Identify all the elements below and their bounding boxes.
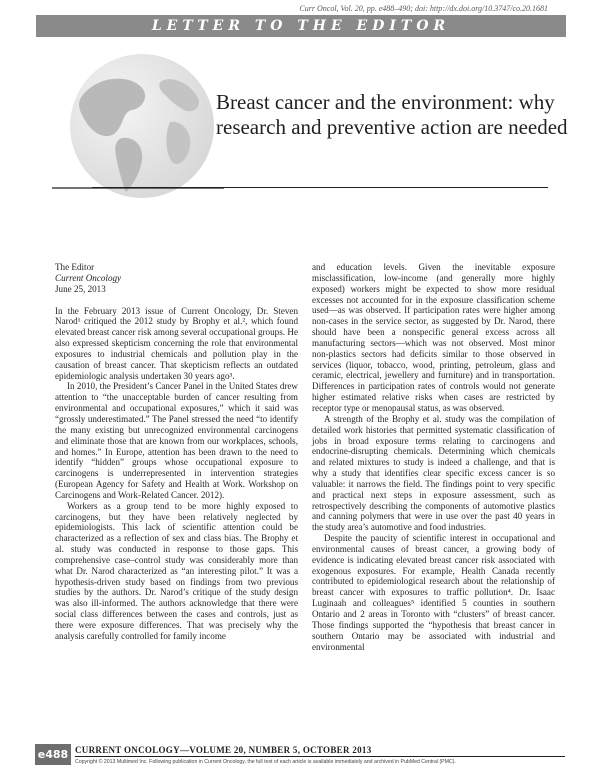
left-column — [55, 262, 298, 642]
paragraph: Workers as a group tend to be more highly exposed to carcinogens, but they have been relatively neglected by epidemiologists. This lack of scientific attention could be characterized as a reflection of sex and class bias. The Brophy et al. study was conducted in response to those gaps. This comprehensive case–control study was considerably more than what Dr. Narod characterized as “an interesting pilot.” It was a hypothesis-driven study based on findings from two previous studies by the authors. Dr. Narod’s critique of the study design was also ill-informed. The authors acknowledge that there were social class differences between the cases and controls, just as there were exposure differences. That was precisely why the analysis carefully controlled for family income — [55, 500, 298, 641]
footer-rule — [75, 756, 565, 757]
page-number: e488 — [35, 744, 71, 765]
globe-icon — [52, 36, 232, 216]
journal-line: CURRENT ONCOLOGY—VOLUME 20, NUMBER 5, OCTOBER 2013 — [75, 745, 372, 755]
address-block — [55, 262, 298, 295]
address-date: June 25, 2013 — [55, 283, 106, 294]
paragraph: A strength of the Brophy et al. study was the compilation of detailed work histories that permitted systematic classification of jobs in broad exposure terms relating to carcinogens and endocrine-disrupting chemicals. Determining which chemicals and related mixtures to study is indeed a challenge, and that is why a study that identifies clear specific excess cancer is so valuable: it narrows the field. The findings point to very specific and practical next steps in exposure assessment, such as retrospectively describing the components of automotive plastics and canning polymers that were in use over the past 40 years in the study area’s automotive and food industries. — [312, 413, 555, 533]
paragraph: In the February 2013 issue of Current Oncology, Dr. Steven Narod¹ critiqued the 2012 study by Brophy et al.², which found elevated breast cancer risk among several occupational groups. He also expressed skepticism concerning the role that environmental exposures to industrial chemicals and pollution play in the causation of breast cancer. That skepticism reflects an outdated epidemiologic analysis undertaken 30 years ago³. — [55, 305, 298, 381]
paragraph: In 2010, the President’s Cancer Panel in the United States drew attention to “the unacceptable burden of cancer resulting from environmental and occupational exposures,” which it said was “grossly underestimated.” The Panel stressed the need “to identify the many existing but unrecognized environmental carcinogens and eliminate those that are known from our workplaces, schools, and homes.” In Europe, attention has been drawn to the need to identify “hidden” groups whose occupational exposure to carcinogens is underrepresented in intervention strategies (European Agency for Safety and Health at Work. Workshop on Carcinogens and Work-Related Cancer. 2012). — [55, 381, 298, 500]
address-journal: Current Oncology — [55, 272, 122, 283]
title-rule — [92, 187, 548, 188]
address-recipient: The Editor — [55, 262, 95, 272]
section-banner — [36, 15, 566, 37]
right-column — [312, 262, 555, 652]
paragraph: and education levels. Given the inevitable exposure misclassification, low-income (and generally more highly exposed) workers might be expected to show more residual excesses not accounted for in the exposure classification scheme used—as was observed. If participation rates were higher among non-cases in the service sector, as suggested by Dr. Narod, there should have been a nonspecific general excess across all manufacturing sectors—which was not observed. Most minor non-plastics sectors had deficits similar to those observed in services (liquor, tobacco, wood, printing, petroleum, glass and ceramic, electrical, jewellery and furniture) and in transportation. Differences in participation rates of controls would not generate higher estimated relative risks when cases are restricted by receptor type or menopausal status, as was observed. — [312, 262, 555, 413]
paragraph: Despite the paucity of scientific interest in occupational and environmental causes of breast cancer, a growing body of evidence is indicating elevated breast cancer risk associated with exogenous exposures. For example, Health Canada recently contributed to epidemiological research about the relationship of breast cancer with exposures to traffic pollution⁴. Dr. Isaac Luginaah and colleagues⁵ identified 5 counties in southern Ontario and 2 areas in Toronto with “clusters” of breast cancer. Those findings supported the “hypothesis that breast cancer in southern Ontario may be associated with industrial and environmental — [312, 533, 555, 652]
copyright-notice: Copyright © 2013 Multimed Inc. Following publication in Current Oncology, the full text of each article is available immediately and archived in PubMed Central (PMC). — [75, 759, 456, 765]
article-title: Breast cancer and the environment: why research and preventive action are needed — [216, 90, 568, 139]
citation: Curr Oncol, Vol. 20, pp. e488–490; doi: http://dx.doi.org/10.3747/co.20.1681 — [299, 4, 548, 13]
section-label: LETTER TO THE EDITOR — [151, 18, 451, 34]
